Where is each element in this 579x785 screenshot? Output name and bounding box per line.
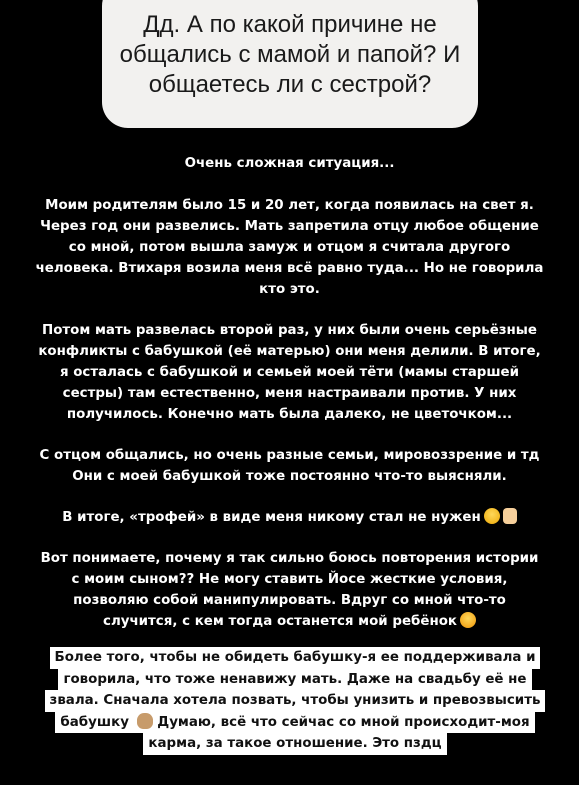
- story-line: кто это.: [259, 282, 320, 297]
- confounded-face-icon: [460, 612, 476, 628]
- woman-facepalming-icon: [137, 713, 153, 729]
- story-line: В итоге, «трофей» в виде меня никому стал не нужен: [62, 510, 481, 525]
- story-line: Моим родителям было 15 и 20 лет, когда появилась на свет я.: [45, 198, 534, 213]
- story-line: Потом мать развелась второй раз, у них были очень серьёзные: [42, 323, 537, 338]
- story-line: С отцом общались, но очень разные семьи, мировоззрение и тд: [39, 448, 540, 463]
- story-line: Через год они развелись. Мать запретила отцу любое общение: [40, 219, 539, 234]
- story-line: конфликты с бабушкой (её матерью) они меня делили. В итоге,: [38, 344, 541, 359]
- question-text: [102, 10, 478, 100]
- question-line: Дд. А по какой причине не: [143, 11, 437, 38]
- highlight-line: звала. Сначала хотела позвать, чтобы унизить и превозвысить: [45, 690, 546, 712]
- story-intro: Очень сложная ситуация...: [184, 156, 395, 171]
- question-line: общаетесь ли с сестрой?: [148, 71, 432, 98]
- story-line: получилось. Конечно мать была далеко, не цветочком...: [66, 407, 513, 422]
- thumbs-up-icon: [503, 508, 517, 524]
- question-line: общались с мамой и папой? И: [119, 41, 461, 68]
- story-line: с моим сыном?? Не могу ставить Йосе жесткие условия,: [71, 572, 508, 587]
- story-line: сестры) там естественно, меня настраивали против. У них: [62, 386, 517, 401]
- highlight-line-with-emoji: [55, 712, 534, 734]
- story-line: Вот понимаете, почему я так сильно боюсь повторения истории: [40, 551, 539, 566]
- story-line: позволяю собой манипулировать. Вдруг со мной что-то: [73, 593, 506, 608]
- highlight-line: Более того, чтобы не обидеть бабушку-я ее поддерживала и: [50, 647, 541, 669]
- story-text: [0, 153, 579, 632]
- highlight-line: Думаю, всё что сейчас со мной происходит-моя: [157, 714, 530, 730]
- highlight-line: бабушку: [60, 714, 129, 730]
- story-line: со мной, потом вышла замуж и отцом я считала другого: [68, 240, 511, 255]
- highlight-line: говорила, что тоже ненавижу мать. Даже на свадьбу её не: [58, 669, 531, 691]
- story-line: Они с моей бабушкой тоже постоянно что-то выясняли.: [72, 469, 507, 484]
- story-line: я осталась с бабушкой и семьей моей тёти (мамы старшей: [59, 365, 520, 380]
- highlighted-text: [30, 647, 560, 755]
- highlight-line: карма, за такое отношение. Это пздц: [143, 733, 446, 755]
- story-line: случится, с кем тогда останется мой ребёнок: [103, 614, 457, 629]
- story-line: человека. Втихаря возила меня всё равно туда... Но не говорила: [35, 261, 544, 276]
- story-line-with-emoji: [10, 611, 570, 632]
- story-line-with-emoji: [10, 507, 570, 528]
- laughing-tears-icon: [484, 508, 500, 524]
